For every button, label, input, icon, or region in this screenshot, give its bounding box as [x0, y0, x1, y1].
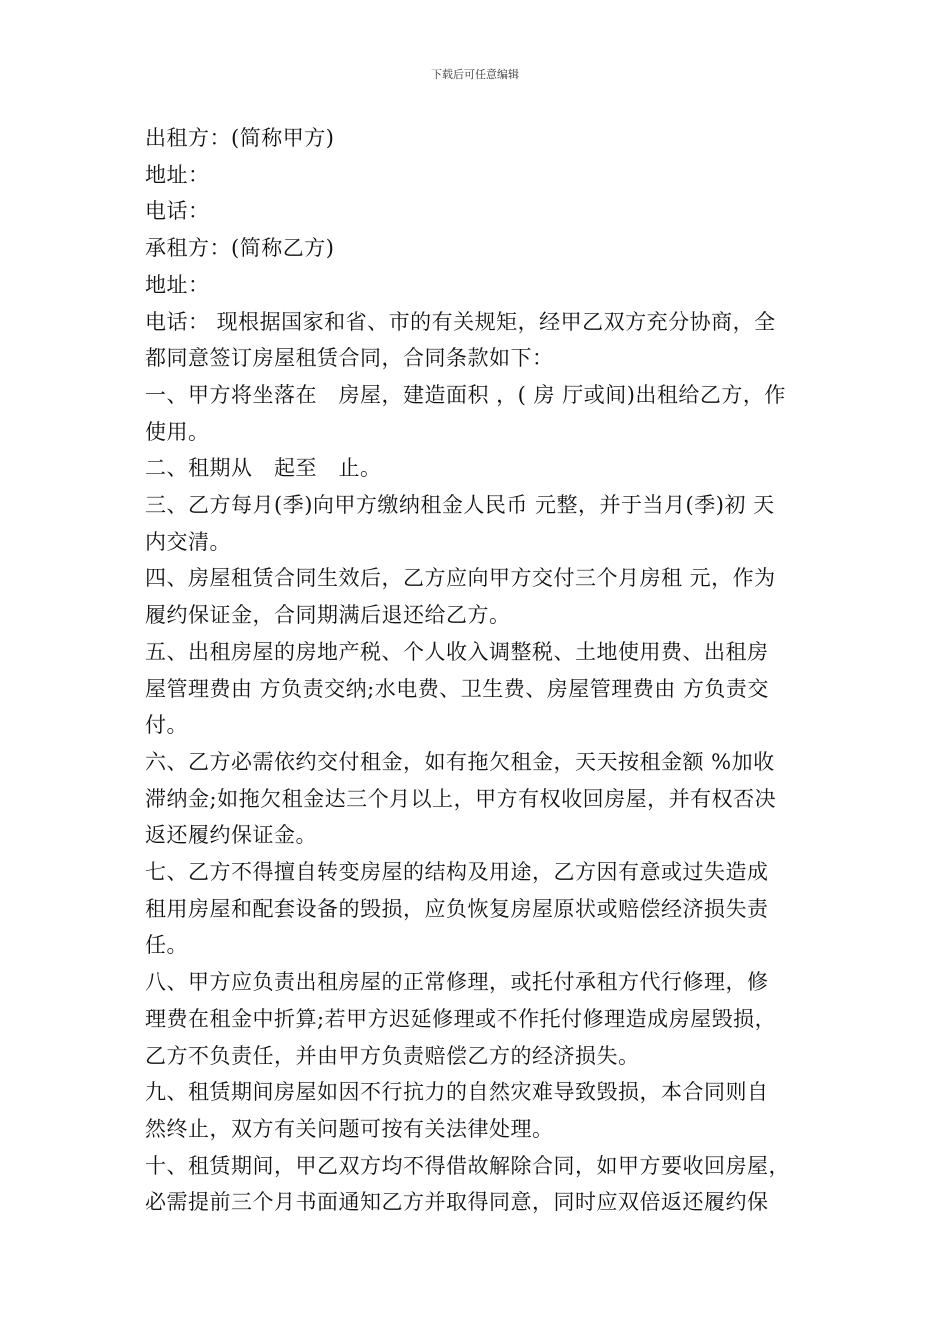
text-line: 滞纳金;如拖欠租金达三个月以上，甲方有权收回房屋，并有权否决: [145, 786, 777, 811]
text-line: 八、甲方应负责出租房屋的正常修理，或托付承租方代行修理，修: [145, 970, 769, 995]
text-line: 返还履约保证金。: [145, 823, 317, 848]
header-note: 下载后可任意编辑: [431, 68, 519, 81]
text-line: 七、乙方不得擅自转变房屋的结构及用途，乙方因有意或过失造成: [145, 860, 769, 885]
text-line: 电话：: [145, 199, 210, 224]
text-line: 内交清。: [145, 529, 231, 554]
text-line: 出租方：(简称甲方): [145, 126, 335, 150]
text-line: 地址：: [145, 272, 210, 297]
text-line: 地址：: [145, 162, 210, 187]
text-line: 十、租赁期间，甲乙双方均不得借故解除合同，如甲方要收回房屋，: [145, 1153, 790, 1178]
text-line: 四、房屋租赁合同生效后，乙方应向甲方交付三个月房租 元，作为: [145, 566, 776, 591]
text-line: 一、甲方将坐落在 房屋，建造面积 ，( 房 厅或间)出租给乙方，作: [145, 382, 786, 407]
text-line: 然终止，双方有关问题可按有关法律处理。: [145, 1116, 554, 1141]
text-line: 五、出租房屋的房地产税、个人收入调整税、土地使用费、出租房: [145, 639, 769, 664]
text-line: 使用。: [145, 419, 210, 444]
text-line: 乙方不负责任，并由甲方负责赔偿乙方的经济损失。: [145, 1043, 640, 1068]
text-line: 屋管理费由 方负责交纳;水电费、卫生费、房屋管理费由 方负责交: [145, 676, 769, 701]
text-line: 六、乙方必需依约交付租金，如有拖欠租金，天天按租金额 %加收: [145, 749, 775, 774]
text-line: 承租方：(简称乙方): [145, 236, 335, 261]
text-line: 二、租期从 起至 止。: [145, 456, 382, 481]
text-line: 付。: [145, 713, 188, 738]
text-line: 九、租赁期间房屋如因不行抗力的自然灾难导致毁损，本合同则自: [145, 1080, 769, 1105]
text-line: 必需提前三个月书面通知乙方并取得同意，同时应双倍返还履约保: [145, 1190, 769, 1215]
text-line: 都同意签订房屋租赁合同，合同条款如下：: [145, 346, 554, 371]
text-line: 履约保证金，合同期满后退还给乙方。: [145, 603, 511, 628]
text-line: 电话： 现根据国家和省、市的有关规矩，经甲乙双方充分协商，全: [145, 309, 776, 334]
contract-body: [145, 120, 810, 1221]
text-line: 三、乙方每月(季)向甲方缴纳租金人民币 元整，并于当月(季)初 天: [145, 493, 775, 518]
text-line: 理费在租金中折算;若甲方迟延修理或不作托付修理造成房屋毁损，: [145, 1006, 777, 1031]
text-line: 任。: [145, 933, 188, 958]
text-line: 租用房屋和配套设备的毁损，应负恢复房屋原状或赔偿经济损失责: [145, 896, 769, 921]
